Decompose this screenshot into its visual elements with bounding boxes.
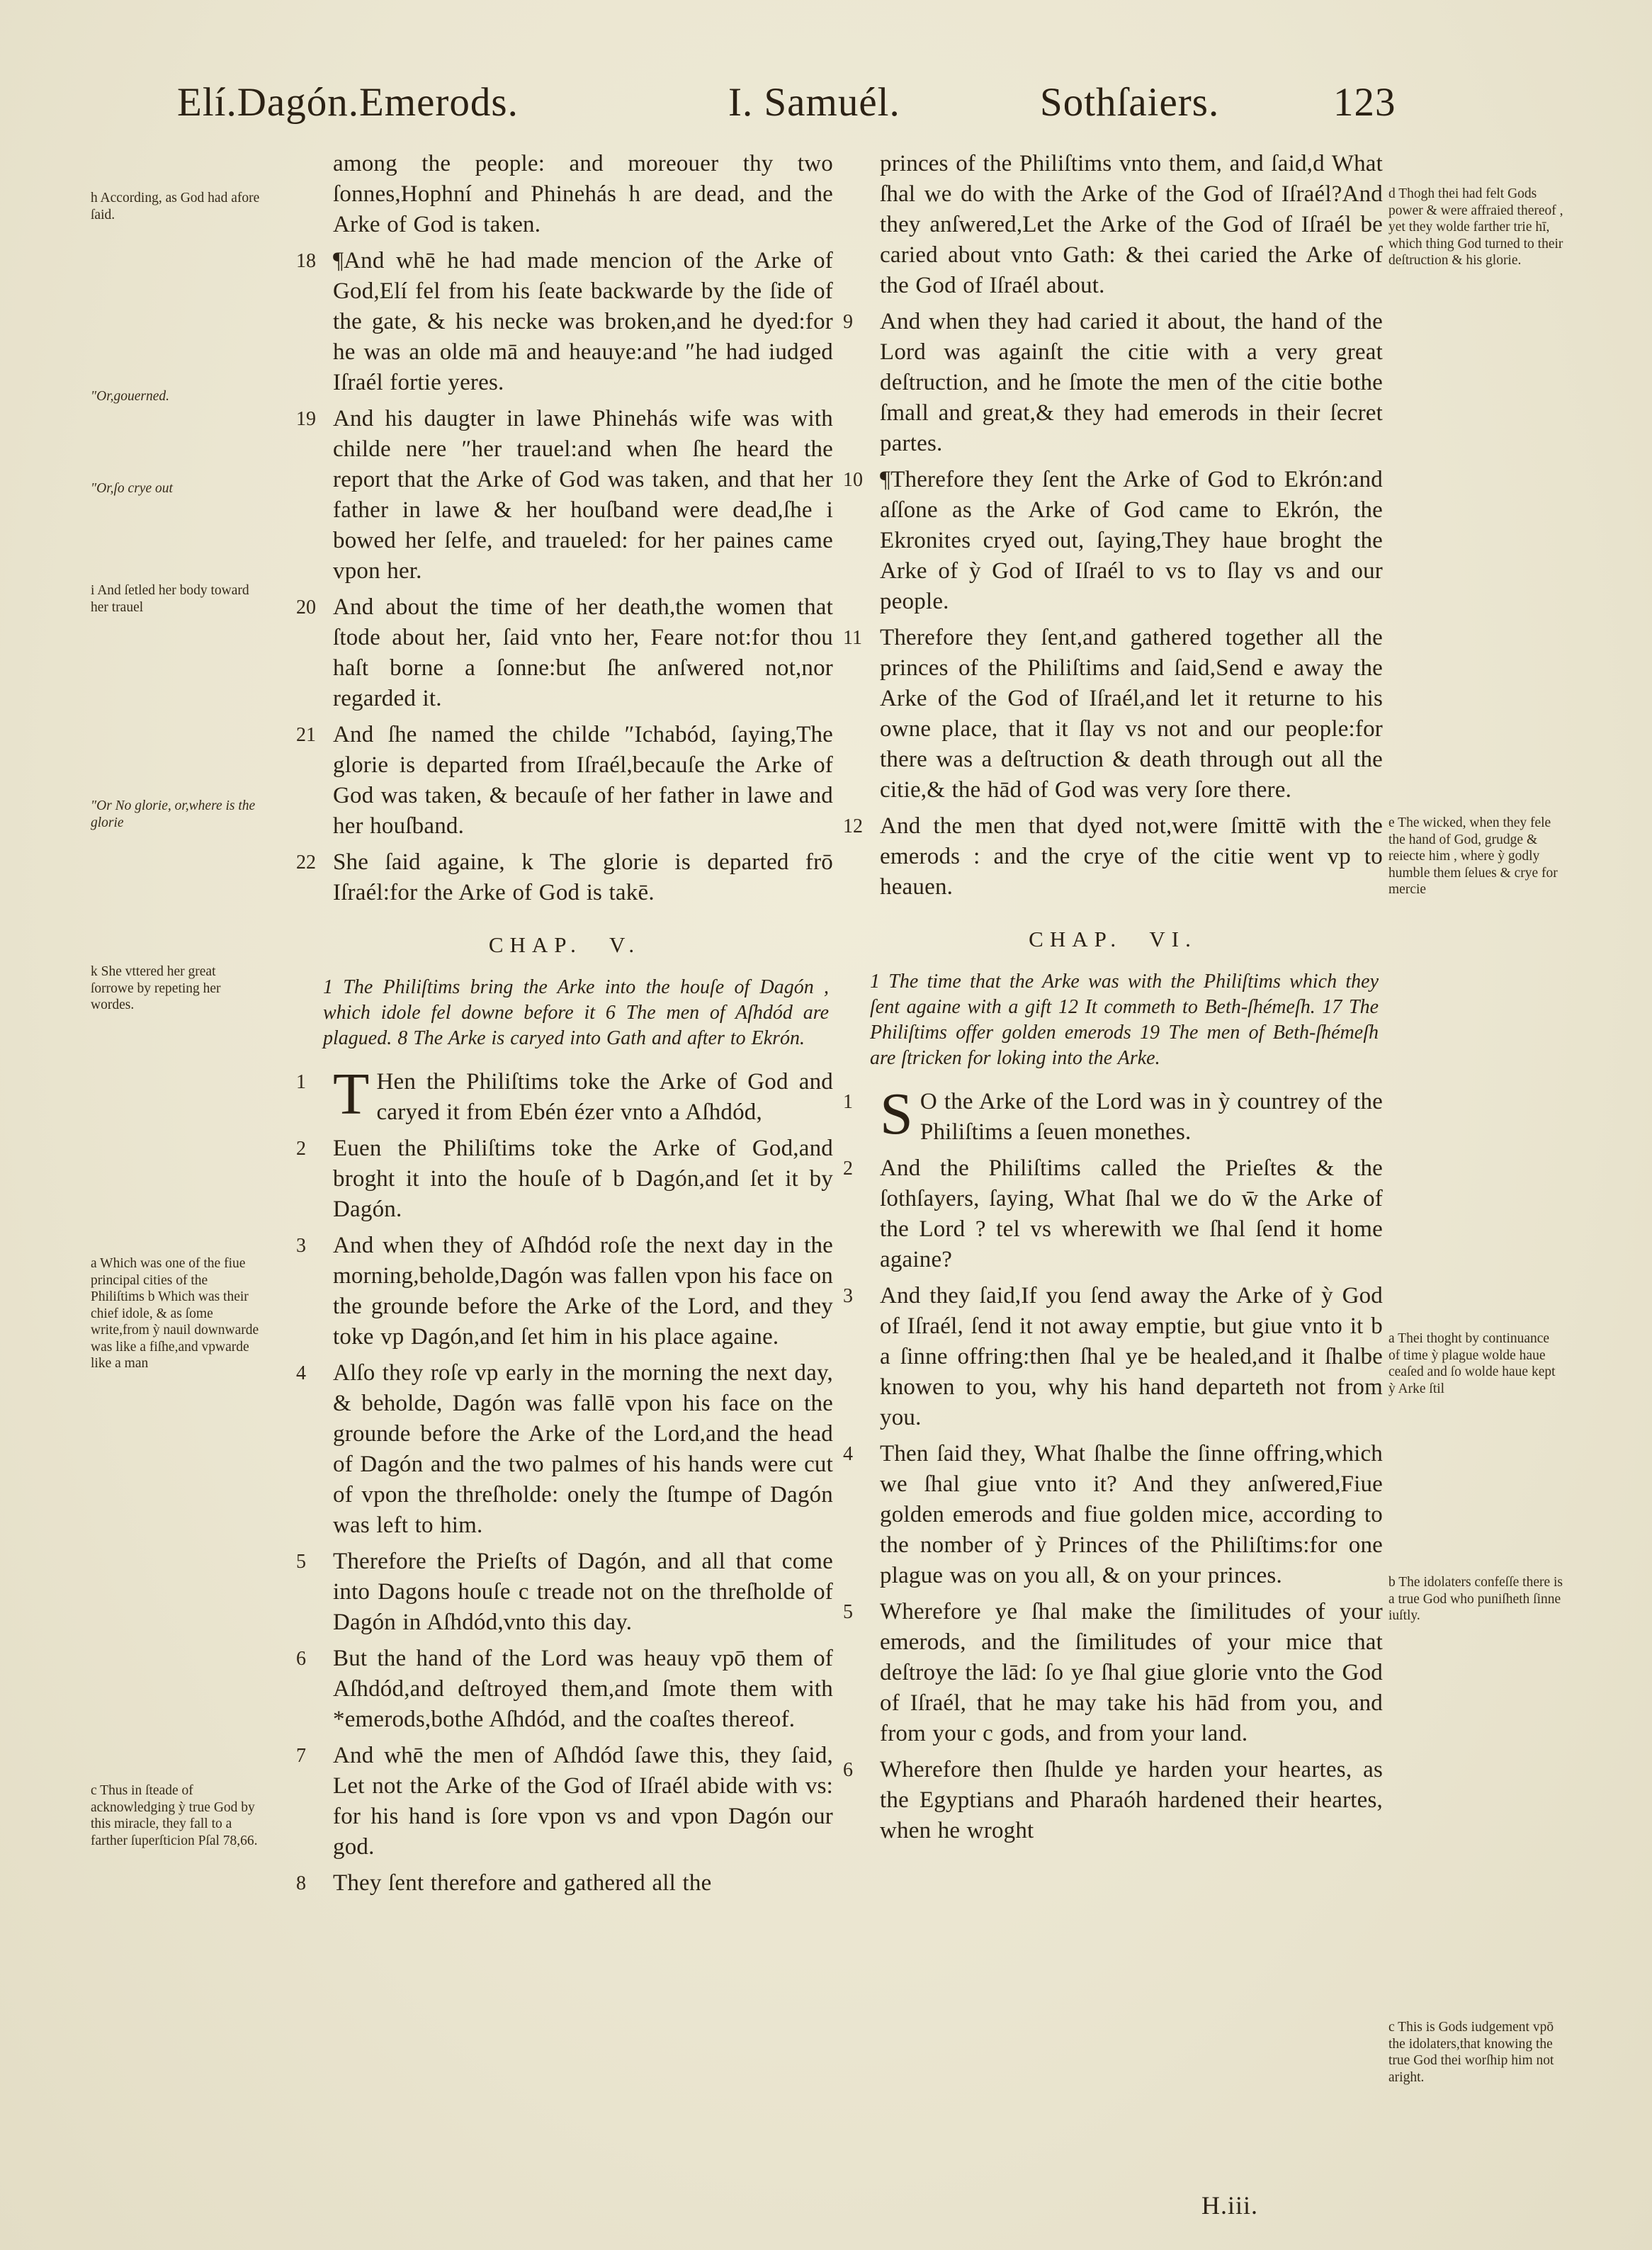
verse-paragraph xyxy=(296,1547,833,1638)
verse-paragraph xyxy=(296,1741,833,1862)
verse-paragraph xyxy=(296,1868,833,1899)
chapter-summary: 1 The time that the Arke was with the Philiſtims which they ſent againe with a gift 12 It commeth to Beth-ſhémeſh. 17 The Philiſtims offer golden emerods 19 The men of Beth-ſhémeſh are ſtricken for loking into the Arke. xyxy=(870,971,1379,1069)
verse-text: Euen the Philiſtims toke the Arke of God,and broght it into the houſe of b Dagón,and ſet it by Dagón. xyxy=(333,1136,833,1222)
verse-number: 6 xyxy=(296,1648,306,1670)
page-number: 123 xyxy=(1333,80,1396,125)
margin-note: c This is Gods iudgement vpō the idolaters,that knowing the true God thei worſhip him not aright. xyxy=(1388,2020,1554,2085)
signature-mark: H.iii. xyxy=(1201,2191,1259,2220)
verse-number: 22 xyxy=(296,852,316,874)
verse-number: 11 xyxy=(843,627,862,649)
verse-text: She ſaid againe, k The glorie is departed frō Iſraél:for the Arke of God is takē. xyxy=(333,849,833,905)
verse-text: ¶And whē he had made mencion of the Arke of God,Elí fel from his ſeate backwarde by the ſide of the gate, & his necke was broken,and he dyed:for he was an olde mā and heauye:and ″he had iudged Iſraél fortie yeres. xyxy=(333,248,833,395)
verse-number: 7 xyxy=(296,1745,306,1767)
verse-number: 3 xyxy=(296,1235,306,1257)
verse-text: And his daugter in lawe Phinehás wife was with childe nere ″her trauel:and when ſhe heard the report that the Arke of God was taken, and that her father in lawe & her houſband were dead,ſhe i bowed her ſelfe, and traueled: for her paines came vpon her. xyxy=(333,406,833,584)
verse-text: princes of the Philiſtims vnto them, and ſaid,d What ſhal we do with the Arke of the God of Iſraél?And they anſwered,Let the Arke of the God of Iſraél be caried about vnto Gath: & thei caried the Arke of the God of Iſraél about. xyxy=(880,151,1383,298)
right-text-column xyxy=(843,149,1383,1852)
verse-number: 12 xyxy=(843,815,863,837)
verse-number: 3 xyxy=(843,1285,853,1307)
verse-text: They ſent therefore and gathered all the xyxy=(333,1870,712,1896)
verse-paragraph xyxy=(843,1153,1383,1275)
verse-text: Then ſaid they, What ſhalbe the ſinne offring,which we ſhal giue vnto it? And they anſwered,Fiue golden emerods and fiue golden mice, according to the nomber of ỳ Princes of the Philiſtims:for one plague was on you all, & on your princes. xyxy=(880,1441,1383,1588)
margin-note: k She vttered her great ſorrowe by repeting her wordes. xyxy=(91,964,221,1012)
verse-number: 4 xyxy=(296,1362,306,1384)
verse-number: 8 xyxy=(296,1872,306,1894)
right-margin-notes xyxy=(1388,0,1564,2250)
chapter-heading: CHAP. V. xyxy=(488,932,641,957)
book-title: I. Samuél. xyxy=(728,80,900,125)
verse-number: 20 xyxy=(296,597,316,618)
drop-cap: S xyxy=(880,1081,913,1147)
margin-note: ″Or,gouerned. xyxy=(91,389,170,404)
left-margin-notes xyxy=(91,0,261,2250)
verse-text: And whē the men of Aſhdód ſawe this, they ſaid, Let not the Arke of the God of Iſraél abide with vs: for his hand is ſore vpon vs and vpon Dagón our god. xyxy=(333,1743,833,1860)
verse-paragraph xyxy=(296,1644,833,1735)
verse-paragraph xyxy=(296,1358,833,1541)
verse-text: And the men that dyed not,were ſmittē with the emerods : and the crye of the citie went vp to heauen. xyxy=(880,813,1383,900)
verse-text: And about the time of her death,the women that ſtode about her, ſaid vnto her, Feare not:for thou haſt borne a ſonne:but ſhe anſwered not,nor regarded it. xyxy=(333,594,833,711)
verse-paragraph xyxy=(843,149,1383,301)
margin-note: i And ſetled her body toward her trauel xyxy=(91,583,249,615)
verse-number xyxy=(843,149,880,301)
verse-number: 21 xyxy=(296,724,316,746)
margin-note: h According, as God had afore ſaid. xyxy=(91,191,260,222)
verse-text: Therefore the Prieſts of Dagón, and all that come into Dagons houſe c treade not on the threſholde of Dagón in Aſhdód,vnto this day. xyxy=(333,1549,833,1635)
verse-number: 2 xyxy=(843,1158,853,1180)
verse-paragraph xyxy=(843,1755,1383,1846)
verse-paragraph xyxy=(296,592,833,714)
verse-paragraph xyxy=(296,720,833,842)
verse-paragraph xyxy=(296,246,833,398)
verse-text: Wherefore ye ſhal make the ſimilitudes of your emerods, and the ſimilitudes of your mice that deſtroye the lād: ſo ye ſhal giue glorie vnto the God of Iſraél, that he may take his hād from you, and from your c gods, and from your land. xyxy=(880,1599,1383,1746)
verse-number xyxy=(296,149,333,240)
margin-note: d Thogh thei had felt Gods power & were affraied thereof , yet they wolde farther trie hī, which thing God turned to their deſtruction & his glorie. xyxy=(1388,186,1563,268)
verse-paragraph xyxy=(296,1231,833,1352)
margin-note: ″Or No glorie, or,where is the glorie xyxy=(91,798,256,830)
margin-note: a Which was one of the fiue principal cities of the Philiſtims b Which was their chief idole, & as ſome write,from ỳ nauil downwarde was like a fiſhe,and vpwarde like a man xyxy=(91,1256,259,1371)
verse-text: S O the Arke of the Lord was in ỳ countrey of the Philiſtims a ſeuen monethes. xyxy=(880,1081,1383,1147)
verse-paragraph xyxy=(843,811,1383,903)
verse-text: ¶Therefore they ſent the Arke of God to Ekrón:and aſſone as the Arke of God came to Ekrón, the Ekronites cryed out, ſaying,They haue broght the Arke of ỳ God of Iſraél to vs to ſlay vs and our people. xyxy=(880,467,1383,614)
verse-number: 6 xyxy=(843,1759,853,1781)
verse-text: Alſo they roſe vp early in the morning the next day, & beholde, Dagón was fallē vpon his face on the grounde before the Arke of the Lord,and the head of Dagón and the two palmes of his hands were cut of vpon the threſholde: onely the ſtumpe of Dagón was left to him. xyxy=(333,1360,833,1538)
verse-text: And when they had caried it about, the hand of the Lord was againſt the citie with a very great deſtruction, and he ſmote the men of the citie bothe ſmall and great,& they had emerods in their ſecret partes. xyxy=(880,309,1383,456)
verse-paragraph xyxy=(843,623,1383,805)
margin-note: a Thei thoght by continuance of time ỳ plague wolde haue ceaſed and ſo wolde haue kept ỳ Arke ſtil xyxy=(1388,1331,1556,1396)
verse-text: But the hand of the Lord was heauy vpō them of Aſhdód,and deſtroyed them,and ſmote them with *emerods,bothe Aſhdód, and the coaſtes thereof. xyxy=(333,1646,833,1732)
verse-text: Wherefore then ſhulde ye harden your heartes, as the Egyptians and Pharaóh hardened their heartes, when he wroght xyxy=(880,1757,1383,1843)
verse-text: among the people: and moreouer thy two ſonnes,Hophní and Phinehás h are dead, and the Arke of God is taken. xyxy=(333,151,833,237)
verse-paragraph xyxy=(843,1081,1383,1148)
running-title-right: Sothſaiers. xyxy=(1040,80,1220,125)
verse-paragraph xyxy=(843,465,1383,617)
verse-text: And ſhe named the childe ″Ichabód, ſaying,The glorie is departed from Iſraél,becauſe the Arke of God was taken, & becauſe of her father in lawe and her houſband. xyxy=(333,722,833,839)
verse-number: 2 xyxy=(296,1138,306,1160)
verse-paragraph xyxy=(843,1281,1383,1433)
verse-paragraph xyxy=(843,1597,1383,1749)
chapter-heading: CHAP. VI. xyxy=(1029,927,1197,951)
verse-number: 5 xyxy=(296,1551,306,1573)
verse-text: And when they of Aſhdód roſe the next day in the morning,beholde,Dagón was fallen vpon his face on the grounde before the Arke of the Lord, and they toke vp Dagón,and ſet him in his place againe. xyxy=(333,1233,833,1350)
verse-number: 10 xyxy=(843,469,863,491)
drop-cap: T xyxy=(333,1061,370,1127)
running-title-left: Elí.Dagón.Emerods. xyxy=(177,80,519,125)
verse-paragraph xyxy=(843,1439,1383,1591)
verse-paragraph xyxy=(296,149,833,240)
verse-number: 18 xyxy=(296,250,316,272)
verse-number: 1 xyxy=(296,1071,306,1093)
verse-text: And they ſaid,If you ſend away the Arke of ỳ God of Iſraél, ſend it not away emptie, but giue vnto it b a ſinne offring:then ſhal ye be healed,and it ſhalbe knowen to you, why his hand departeth not from you. xyxy=(880,1283,1383,1430)
verse-number: 4 xyxy=(843,1443,853,1465)
verse-text: Therefore they ſent,and gathered together all the princes of the Philiſtims and ſaid,Send e away the Arke of the God of Iſraél,and let it returne to his owne place, that it ſlay vs not and our people:for there was a deſtruction & death through out all the citie,& the hād of God was very ſore there. xyxy=(880,625,1383,803)
margin-note: c Thus in ſteade of acknowledging ỳ true God by this miracle, they fall to a farther ſuperſticion Pſal 78,66. xyxy=(91,1783,258,1848)
verse-number: 1 xyxy=(843,1091,853,1113)
chapter-summary: 1 The Philiſtims bring the Arke into the houſe of Dagón , which idole fel downe before it 6 The men of Aſhdód are plagued. 8 The Arke is caryed into Gath and after to Ekrón. xyxy=(323,976,829,1049)
verse-number: 19 xyxy=(296,408,316,430)
margin-note: e The wicked, when they fele the hand of God, grudge & reiecte him , where ỳ godly humble them ſelues & crye for mercie xyxy=(1388,815,1558,897)
left-text-column xyxy=(296,149,833,1904)
verse-paragraph xyxy=(296,847,833,908)
verse-paragraph xyxy=(296,404,833,587)
margin-note: ″Or,ſo crye out xyxy=(91,481,173,496)
verse-paragraph xyxy=(296,1061,833,1128)
verse-number: 5 xyxy=(843,1601,853,1623)
margin-note: b The idolaters confeſſe there is a true God who puniſheth ſinne iuſtly. xyxy=(1388,1575,1563,1623)
verse-text: And the Philiſtims called the Prieſtes & the ſothſayers, ſaying, What ſhal we do w̄ the Arke of the Lord ? tel vs wherewith we ſhal ſend it home againe? xyxy=(880,1155,1383,1272)
verse-paragraph xyxy=(843,307,1383,459)
verse-paragraph xyxy=(296,1134,833,1225)
verse-number: 9 xyxy=(843,311,853,333)
verse-text: T Hen the Philiſtims toke the Arke of God and caryed it from Ebén ézer vnto a Aſhdód, xyxy=(333,1061,833,1127)
